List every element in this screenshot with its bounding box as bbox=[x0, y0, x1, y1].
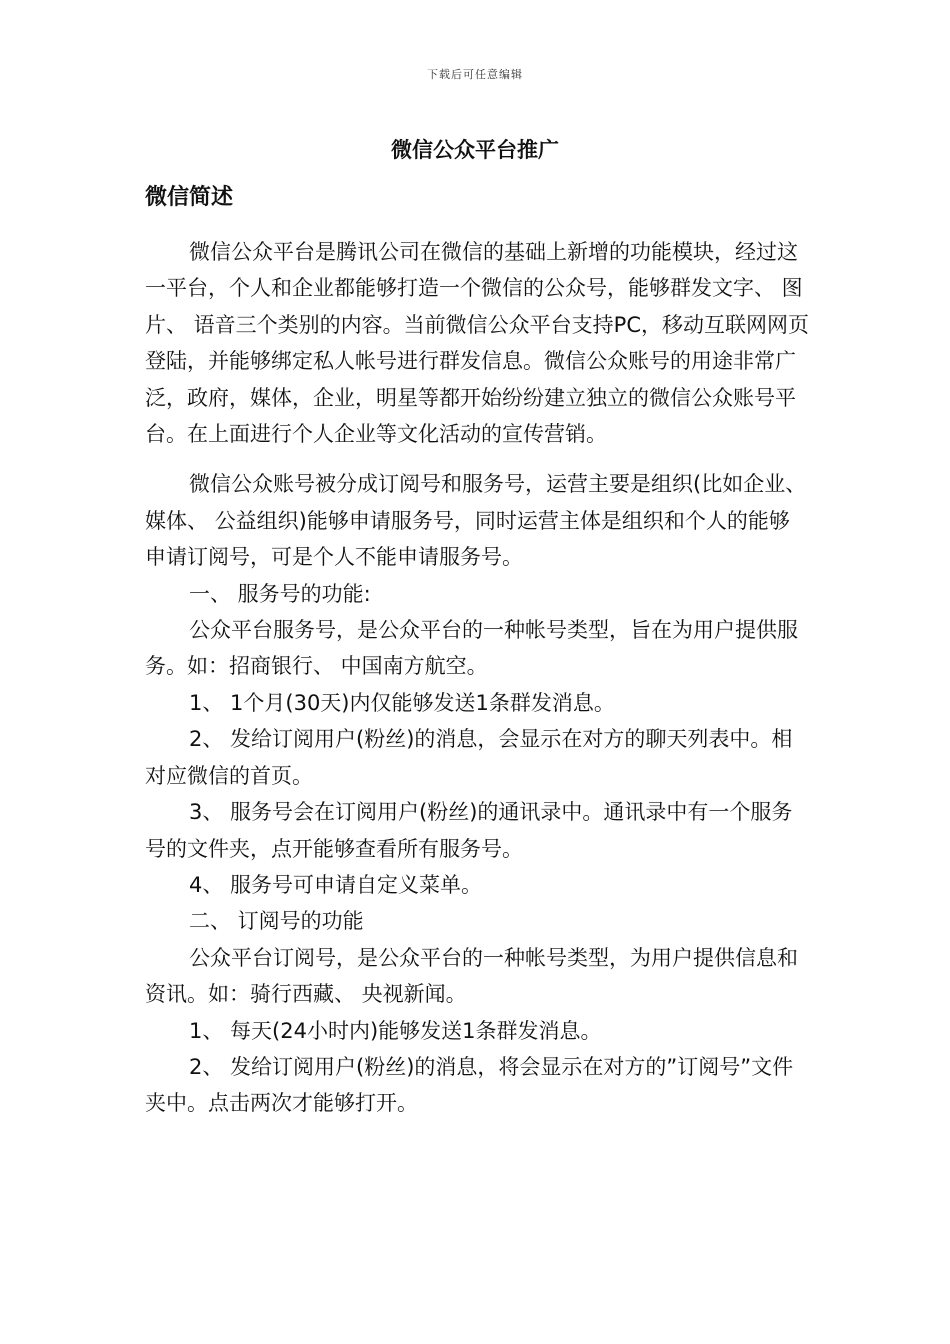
paragraph-account-types: 微信公众账号被分成订阅号和服务号，运营主要是组织(比如企业、 媒体、 公益组织)能够申请服务号，同时运营主体是组织和个人的能够申请订阅号，可是个人不能申请服务号。 bbox=[145, 472, 813, 570]
paragraph-subscription-account: 公众平台订阅号，是公众平台的一种帐号类型，为用户提供信息和资讯。如：骑行西藏、 央视新闻。 bbox=[145, 945, 798, 1007]
paragraph-intro: 微信公众平台是腾讯公司在微信的基础上新增的功能模块，经过这一平台，个人和企业都能够打造一个微信的公众号，能够群发文字、 图片、 语音三个类别的内容。当前微信公众平台支持PC，移动互联网网页登陆，并能够绑定私人帐号进行群发信息。微信公众账号的用途非常广泛，政府，媒体，企业，明星等都开始纷纷建立独立的微信公众账号平台。在上面进行个人企业等文化活动的宣传营销。 bbox=[145, 240, 809, 447]
body-text bbox=[145, 234, 813, 1122]
paragraph-service-account: 公众平台服务号，是公众平台的一种帐号类型，旨在为用户提供服务。如：招商银行、 中国南方航空。 bbox=[145, 618, 798, 679]
list-item-subscription-1: 1、 每天(24小时内)能够发送1条群发消息。 bbox=[189, 1018, 602, 1043]
list-item-service-1: 1、 1个月(30天)内仅能够发送1条群发消息。 bbox=[189, 690, 615, 715]
list-item-subscription-2: 2、 发给订阅用户(粉丝)的消息，将会显示在对方的”订阅号”文件夹中。点击两次才能够打开。 bbox=[145, 1054, 794, 1116]
heading-service-account: 一、 服务号的功能: bbox=[189, 581, 371, 606]
list-item-service-3: 3、 服务号会在订阅用户(粉丝)的通讯录中。通讯录中有一个服务号的文件夹，点开能够查看所有服务号。 bbox=[145, 800, 793, 861]
heading-subscription-account: 二、 订阅号的功能 bbox=[189, 909, 364, 934]
header-note: 下载后可任意编辑 bbox=[427, 68, 523, 81]
list-item-service-4: 4、 服务号可申请自定义菜单。 bbox=[189, 872, 483, 897]
document-title: 微信公众平台推广 bbox=[391, 138, 559, 162]
section-heading: 微信简述 bbox=[145, 185, 234, 210]
list-item-service-2: 2、 发给订阅用户(粉丝)的消息，会显示在对方的聊天列表中。相对应微信的首页。 bbox=[145, 727, 793, 788]
